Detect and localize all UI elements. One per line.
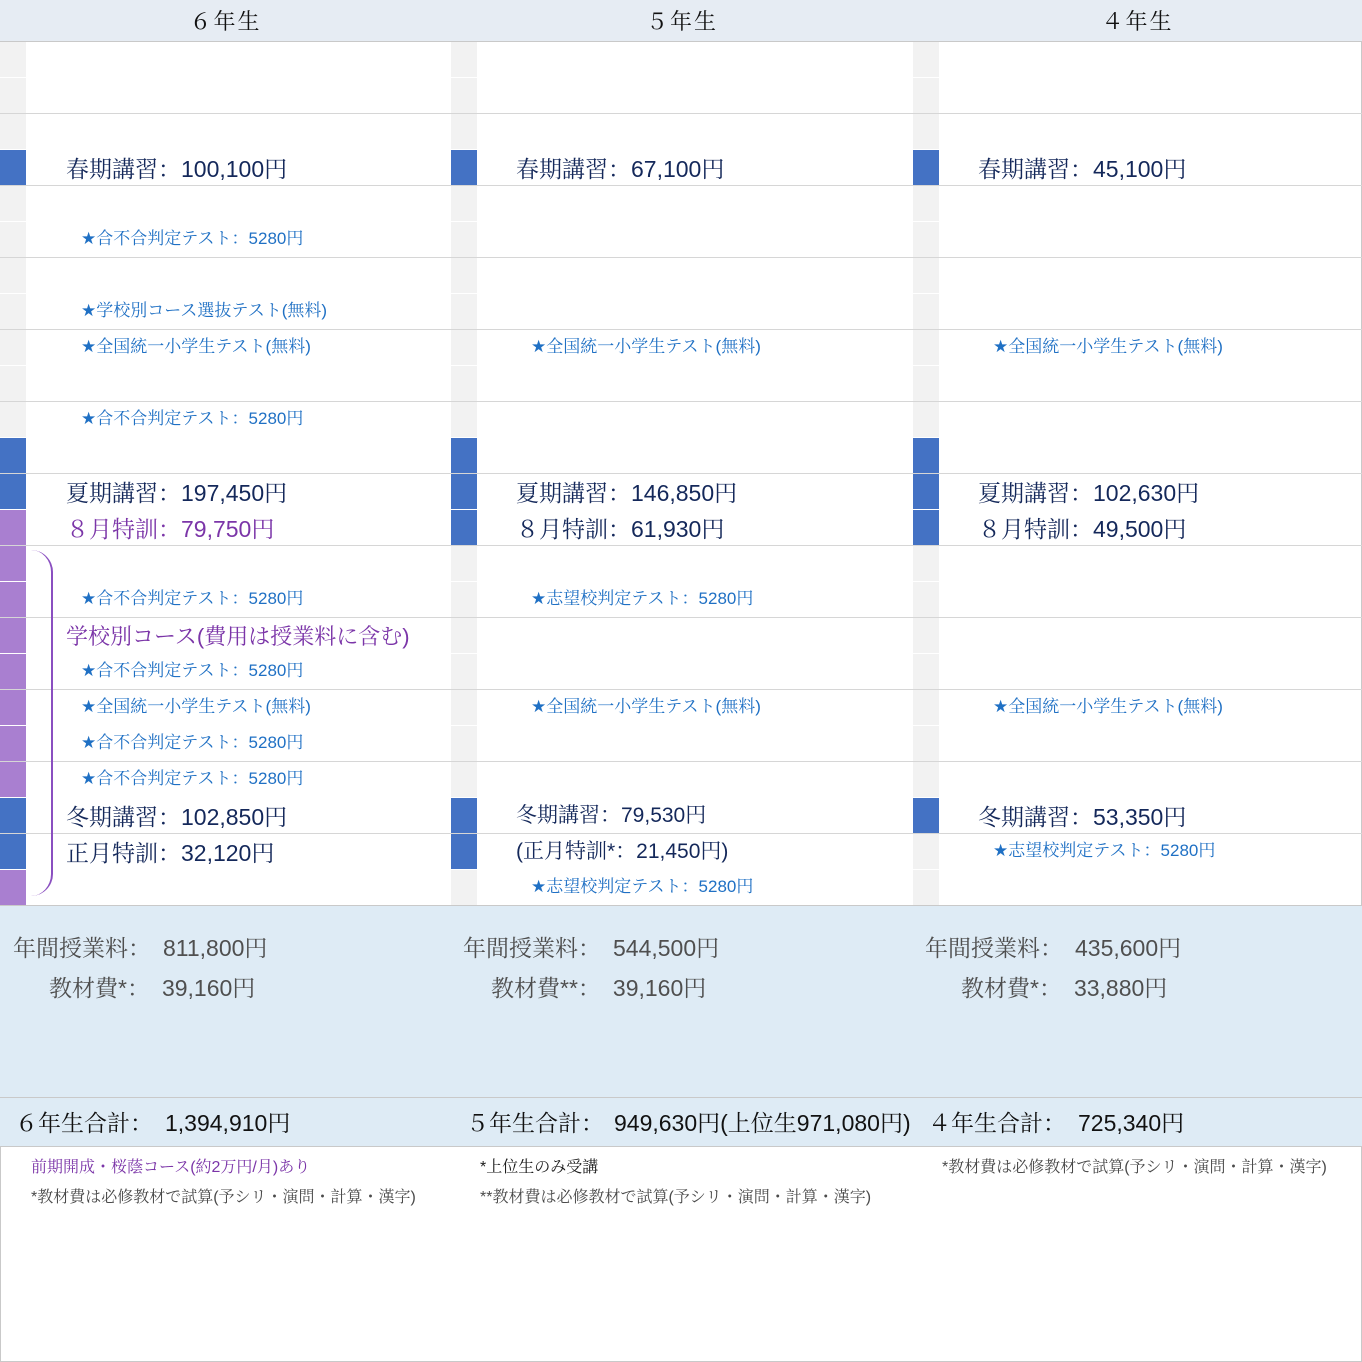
month-cell xyxy=(913,582,939,618)
month-separator xyxy=(0,473,451,474)
school-course-cell xyxy=(0,546,26,582)
course-marker-cell xyxy=(451,438,477,474)
grade6-total-label: ６年生合計： xyxy=(15,1110,153,1136)
course-marker-cell xyxy=(451,834,477,870)
month-separator xyxy=(451,257,913,258)
grade6-tuition-line xyxy=(13,930,267,963)
grade5-note-top-students: *上位生のみ受講 xyxy=(480,1159,599,1176)
month-cell xyxy=(0,258,26,294)
month-cell xyxy=(913,330,939,366)
month-separator xyxy=(913,761,1362,762)
month-cell xyxy=(0,42,26,78)
month-cell xyxy=(451,42,477,78)
grade4-total-label: ４年生合計： xyxy=(928,1110,1066,1136)
grade6-total-value: 1,394,910円 xyxy=(165,1110,291,1136)
grade5-tuition-value: 544,500円 xyxy=(613,935,720,961)
grade6-august-training: ８月特訓：79,750円 xyxy=(66,516,275,542)
grade6-spring-course: 春期講習：100,100円 xyxy=(66,156,288,182)
grade5-spring-course: 春期講習：67,100円 xyxy=(516,156,725,182)
month-cell xyxy=(451,870,477,906)
grade6-test-6: ★合不合判定テスト：5280円 xyxy=(81,661,304,680)
grade6-test-3: ★全国統一小学生テスト(無料) xyxy=(81,337,311,356)
course-marker-cell xyxy=(0,150,26,186)
month-separator xyxy=(913,401,1362,402)
grade6-summer-course: 夏期講習：197,450円 xyxy=(66,480,288,506)
grade5-summary xyxy=(451,905,913,1098)
grade5-test-3: ★全国統一小学生テスト(無料) xyxy=(531,697,761,716)
grade5-test-4: ★志望校判定テスト：5280円 xyxy=(531,877,754,896)
school-course-bracket xyxy=(31,550,53,896)
grade5-total-value: 949,630円(上位生971,080円) xyxy=(614,1110,911,1136)
month-cell xyxy=(451,222,477,258)
month-cell xyxy=(451,78,477,114)
grade5-newyear-training: (正月特訓*：21,450円) xyxy=(516,840,729,863)
month-cell xyxy=(0,294,26,330)
month-separator xyxy=(913,257,1362,258)
grade5-header: ５年生 xyxy=(451,0,913,42)
grade5-winter-course: 冬期講習：79,530円 xyxy=(516,804,707,827)
grade6-test-8: ★合不合判定テスト：5280円 xyxy=(81,733,304,752)
school-course-cell xyxy=(0,762,26,798)
grade6-materials-line xyxy=(49,970,255,1003)
grade4-materials-label: 教材費*： xyxy=(961,975,1062,1001)
month-cell xyxy=(913,42,939,78)
month-cell xyxy=(451,546,477,582)
grade6-note-course: 前期開成・桜蔭コース(約2万円/月)あり xyxy=(31,1159,311,1176)
grade4-column xyxy=(913,0,1362,1362)
month-cell xyxy=(451,582,477,618)
grade6-tuition-value: 811,800円 xyxy=(163,935,268,961)
month-cell xyxy=(0,402,26,438)
grade5-materials-value: 39,160円 xyxy=(612,975,707,1001)
grade6-column xyxy=(0,0,451,1362)
course-marker-cell xyxy=(0,474,26,510)
grade6-winter-course: 冬期講習：102,850円 xyxy=(66,804,288,830)
grade4-test-1: ★全国統一小学生テスト(無料) xyxy=(993,337,1223,356)
month-cell xyxy=(913,258,939,294)
month-cell xyxy=(451,654,477,690)
course-marker-cell xyxy=(913,474,939,510)
grade5-august-training: ８月特訓：61,930円 xyxy=(516,516,725,542)
grade5-summer-course: 夏期講習：146,850円 xyxy=(516,480,738,506)
school-course-cell xyxy=(0,726,26,762)
grade4-summer-course: 夏期講習：102,630円 xyxy=(978,480,1200,506)
month-separator xyxy=(0,113,451,114)
month-cell xyxy=(913,654,939,690)
course-marker-cell xyxy=(451,510,477,546)
month-cell xyxy=(0,186,26,222)
grade5-materials-label: 教材費**： xyxy=(491,975,601,1001)
course-marker-cell xyxy=(913,798,939,834)
grade6-materials-label: 教材費*： xyxy=(49,975,150,1001)
month-cell xyxy=(0,78,26,114)
school-course-cell xyxy=(0,654,26,690)
course-marker-cell xyxy=(451,798,477,834)
course-marker-cell xyxy=(913,510,939,546)
month-cell xyxy=(913,546,939,582)
grade4-total xyxy=(913,1097,1362,1147)
course-marker-cell xyxy=(451,150,477,186)
grade4-winter-course: 冬期講習：53,350円 xyxy=(978,804,1187,830)
month-cell xyxy=(913,762,939,798)
grade4-tuition-value: 435,600円 xyxy=(1075,935,1182,961)
month-cell xyxy=(451,186,477,222)
grade5-total-label: ５年生合計： xyxy=(466,1110,604,1136)
month-cell xyxy=(451,690,477,726)
grade6-tuition-label: 年間授業料： xyxy=(13,935,151,961)
month-cell xyxy=(451,114,477,150)
month-cell xyxy=(913,834,939,870)
month-cell xyxy=(0,330,26,366)
month-separator xyxy=(0,617,451,618)
grade5-tuition-label: 年間授業料： xyxy=(463,935,601,961)
school-course-cell xyxy=(0,870,26,906)
grade4-total-value: 725,340円 xyxy=(1078,1110,1185,1136)
grade5-total xyxy=(451,1097,913,1147)
month-cell xyxy=(451,402,477,438)
course-marker-cell xyxy=(0,438,26,474)
month-cell xyxy=(913,618,939,654)
month-cell xyxy=(451,762,477,798)
grade4-spring-course: 春期講習：45,100円 xyxy=(978,156,1187,182)
month-cell xyxy=(913,222,939,258)
grade6-test-7: ★全国統一小学生テスト(無料) xyxy=(81,697,311,716)
grade6-summary xyxy=(0,905,451,1098)
grade6-test-2: ★学校別コース選抜テスト(無料) xyxy=(81,301,328,320)
month-separator xyxy=(913,473,1362,474)
grade5-test-2: ★志望校判定テスト：5280円 xyxy=(531,589,754,608)
month-separator xyxy=(451,473,913,474)
grade4-test-3: ★志望校判定テスト：5280円 xyxy=(993,841,1216,860)
course-marker-cell xyxy=(913,150,939,186)
month-cell xyxy=(451,726,477,762)
course-marker-cell xyxy=(451,474,477,510)
month-separator xyxy=(451,617,913,618)
course-marker-cell xyxy=(913,438,939,474)
month-cell xyxy=(913,78,939,114)
month-separator xyxy=(913,113,1362,114)
grade4-tuition-label: 年間授業料： xyxy=(925,935,1063,961)
month-cell xyxy=(451,366,477,402)
grade5-note-materials: **教材費は必修教材で試算(予シリ・演問・計算・漢字) xyxy=(480,1189,872,1206)
month-cell xyxy=(913,402,939,438)
month-cell xyxy=(913,690,939,726)
grade6-test-1: ★合不合判定テスト：5280円 xyxy=(81,229,304,248)
month-separator xyxy=(451,113,913,114)
month-separator xyxy=(451,761,913,762)
school-course-cell xyxy=(0,618,26,654)
month-cell xyxy=(451,618,477,654)
month-cell xyxy=(913,870,939,906)
grade5-tuition-line xyxy=(463,930,719,963)
grade4-august-training: ８月特訓：49,500円 xyxy=(978,516,1187,542)
grade6-test-5: ★合不合判定テスト：5280円 xyxy=(81,589,304,608)
month-cell xyxy=(913,726,939,762)
grade4-summary xyxy=(913,905,1362,1098)
month-cell xyxy=(0,366,26,402)
month-cell xyxy=(913,294,939,330)
month-cell xyxy=(451,330,477,366)
month-cell xyxy=(451,294,477,330)
month-cell xyxy=(0,114,26,150)
school-course-cell xyxy=(0,690,26,726)
grade6-note-materials: *教材費は必修教材で試算(予シリ・演問・計算・漢字) xyxy=(31,1189,416,1206)
month-cell xyxy=(913,114,939,150)
grade4-tuition-line xyxy=(925,930,1181,963)
month-separator xyxy=(0,257,451,258)
month-cell xyxy=(913,366,939,402)
grade5-test-1: ★全国統一小学生テスト(無料) xyxy=(531,337,761,356)
grade6-materials-value: 39,160円 xyxy=(161,975,256,1001)
month-cell xyxy=(451,258,477,294)
grade4-note-materials: *教材費は必修教材で試算(予シリ・演問・計算・漢字) xyxy=(942,1159,1327,1176)
grade4-materials-line xyxy=(961,970,1167,1003)
school-course-cell xyxy=(0,582,26,618)
grade6-school-course: 学校別コース(費用は授業料に含む) xyxy=(66,624,410,649)
month-cell xyxy=(913,186,939,222)
grade5-column xyxy=(451,0,913,1362)
grade6-newyear-training: 正月特訓：32,120円 xyxy=(66,840,275,866)
grade4-header: ４年生 xyxy=(913,0,1362,42)
grade6-total xyxy=(0,1097,451,1147)
course-marker-cell xyxy=(0,798,26,834)
school-course-cell xyxy=(0,510,26,546)
grade4-materials-value: 33,880円 xyxy=(1073,975,1168,1001)
grade6-test-9: ★合不合判定テスト：5280円 xyxy=(81,769,304,788)
course-marker-cell xyxy=(0,834,26,870)
month-separator xyxy=(913,617,1362,618)
grade6-test-4: ★合不合判定テスト：5280円 xyxy=(81,409,304,428)
grade6-header: ６年生 xyxy=(0,0,451,42)
grade4-test-2: ★全国統一小学生テスト(無料) xyxy=(993,697,1223,716)
month-cell xyxy=(0,222,26,258)
grade5-materials-line xyxy=(491,970,706,1003)
month-separator xyxy=(451,401,913,402)
